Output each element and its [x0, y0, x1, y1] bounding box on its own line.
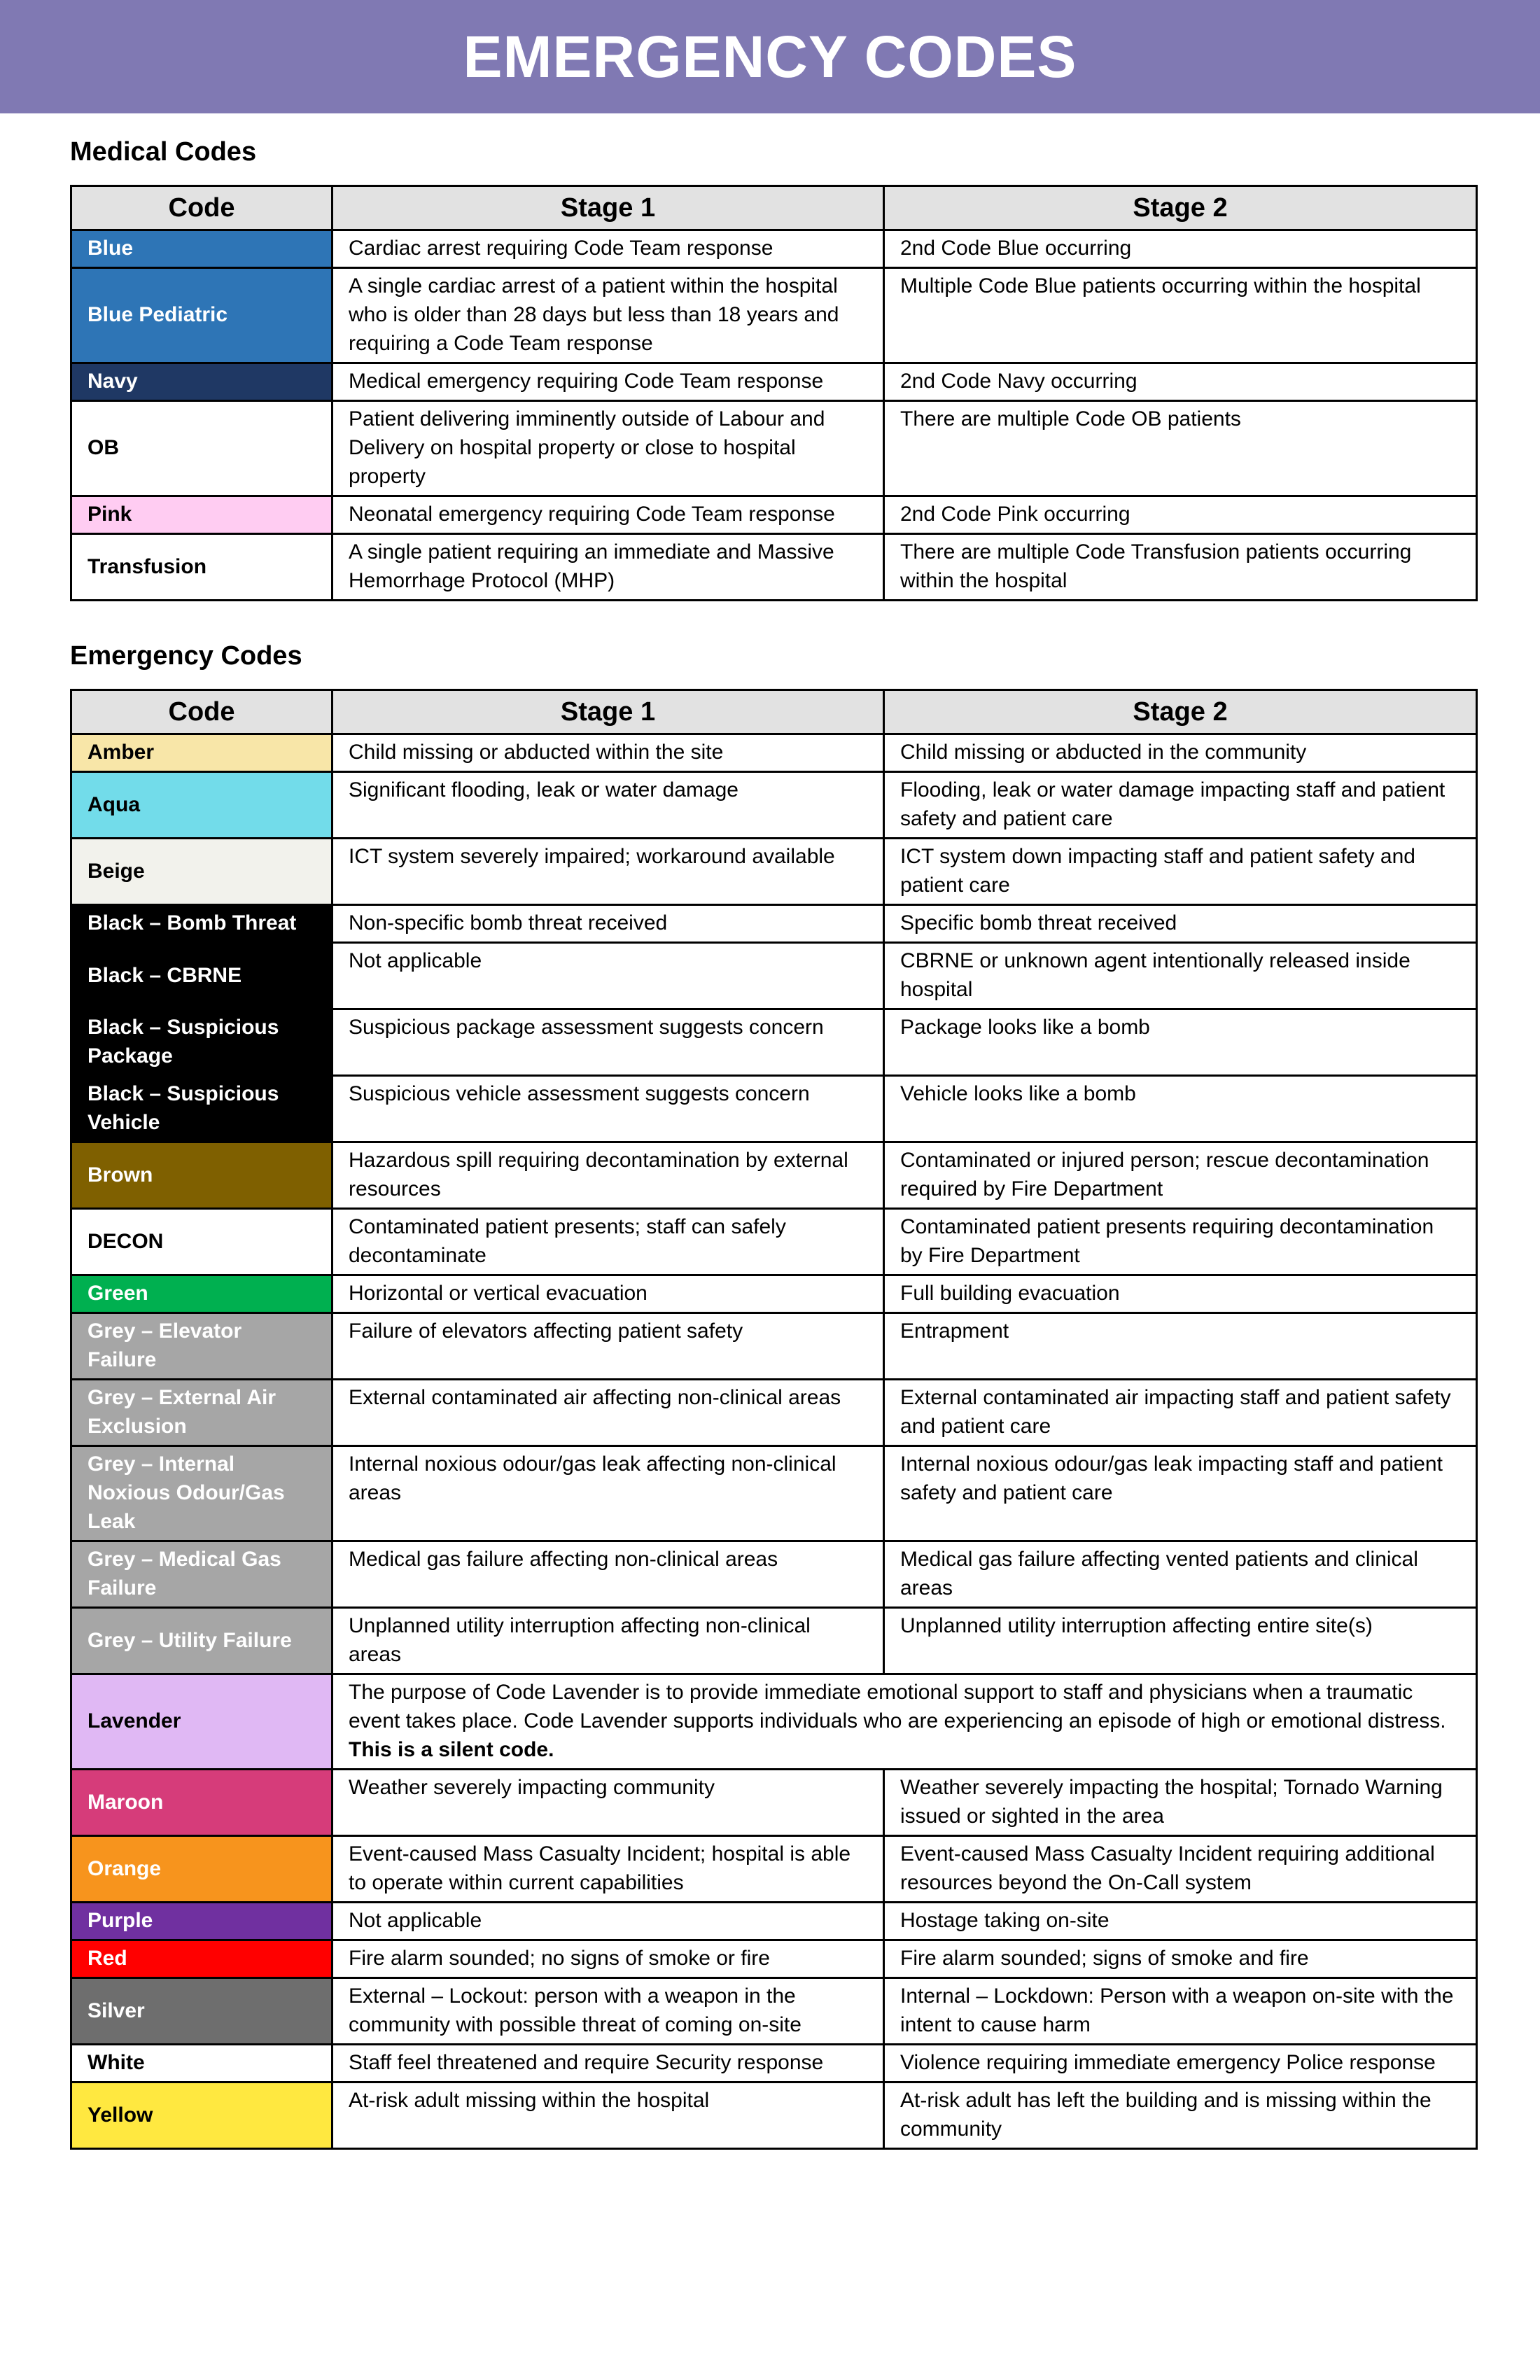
table-header-row — [71, 690, 1477, 734]
stage-1-cell: Contaminated patient presents; staff can safely decontaminate — [332, 1209, 884, 1275]
code-cell: Grey – Elevator Failure — [71, 1313, 332, 1380]
code-cell: Grey – Medical Gas Failure — [71, 1541, 332, 1608]
code-cell: Yellow — [71, 2082, 332, 2149]
code-cell: Blue — [71, 230, 332, 268]
stage-2-cell: Fire alarm sounded; signs of smoke and fire — [884, 1940, 1477, 1978]
stage-1-cell: Failure of elevators affecting patient safety — [332, 1313, 884, 1380]
stage-2-cell: Internal – Lockdown: Person with a weapon on-site with the intent to cause harm — [884, 1978, 1477, 2045]
stage-1-cell: Medical gas failure affecting non-clinical areas — [332, 1541, 884, 1608]
code-cell: Grey – External Air Exclusion — [71, 1380, 332, 1446]
table-row — [71, 839, 1477, 905]
stage-2-cell: Specific bomb threat received — [884, 905, 1477, 943]
stage-1-cell: A single patient requiring an immediate and Massive Hemorrhage Protocol (MHP) — [332, 534, 884, 601]
table-row — [71, 1142, 1477, 1209]
table-row — [71, 772, 1477, 839]
code-cell: Navy — [71, 363, 332, 401]
code-cell: Orange — [71, 1836, 332, 1903]
stage-2-cell: Medical gas failure affecting vented patients and clinical areas — [884, 1541, 1477, 1608]
code-cell: Aqua — [71, 772, 332, 839]
stage-2-cell: Contaminated patient presents requiring decontamination by Fire Department — [884, 1209, 1477, 1275]
emergency-codes-heading: Emergency Codes — [70, 641, 302, 671]
code-cell: Black – Bomb Threat — [71, 905, 332, 943]
stage-2-cell: CBRNE or unknown agent intentionally released inside hospital — [884, 943, 1477, 1009]
column-header-stage-1: Stage 1 — [332, 690, 884, 734]
table-row — [71, 2045, 1477, 2082]
code-cell: Purple — [71, 1903, 332, 1940]
table-row — [71, 268, 1477, 363]
stage-2-cell: Event-caused Mass Casualty Incident requiring additional resources beyond the On-Call system — [884, 1836, 1477, 1903]
table-row — [71, 1541, 1477, 1608]
table-row — [71, 1446, 1477, 1541]
table-row — [71, 1608, 1477, 1674]
stage-1-cell: Non-specific bomb threat received — [332, 905, 884, 943]
title-banner — [0, 0, 1540, 113]
table-row — [71, 2082, 1477, 2149]
stage-2-cell: Entrapment — [884, 1313, 1477, 1380]
stage-2-cell: Weather severely impacting the hospital; Tornado Warning issued or sighted in the area — [884, 1770, 1477, 1836]
table-row — [71, 1076, 1477, 1142]
code-cell: Amber — [71, 734, 332, 772]
code-cell: Blue Pediatric — [71, 268, 332, 363]
stage-2-cell: Unplanned utility interruption affecting entire site(s) — [884, 1608, 1477, 1674]
stage-1-cell: Fire alarm sounded; no signs of smoke or fire — [332, 1940, 884, 1978]
table-header-row — [71, 186, 1477, 230]
code-cell: Black – Suspicious Package — [71, 1009, 332, 1076]
stage-1-cell: Hazardous spill requiring decontamination by external resources — [332, 1142, 884, 1209]
stage-1-cell: A single cardiac arrest of a patient within the hospital who is older than 28 days but less than 18 years and requiring a Code Team response — [332, 268, 884, 363]
table-row — [71, 230, 1477, 268]
table-row — [71, 363, 1477, 401]
stage-1-cell: External – Lockout: person with a weapon in the community with possible threat of coming on-site — [332, 1978, 884, 2045]
stage-1-cell: Medical emergency requiring Code Team response — [332, 363, 884, 401]
table-row — [71, 1275, 1477, 1313]
stage-1-cell: Cardiac arrest requiring Code Team response — [332, 230, 884, 268]
table-row — [71, 401, 1477, 496]
stage-1-cell: Significant flooding, leak or water damage — [332, 772, 884, 839]
stage-description-text: The purpose of Code Lavender is to provide immediate emotional support to staff and physicians when a traumatic event takes place. Code Lavender supports individuals who are experiencing an episode of high or emotional distress. — [349, 1681, 1446, 1732]
code-cell: Lavender — [71, 1674, 332, 1770]
stage-2-cell: 2nd Code Blue occurring — [884, 230, 1477, 268]
code-cell: Black – CBRNE — [71, 943, 332, 1009]
stage-2-cell: Contaminated or injured person; rescue decontamination required by Fire Department — [884, 1142, 1477, 1209]
table-row — [71, 1940, 1477, 1978]
column-header-code: Code — [71, 690, 332, 734]
code-cell: Brown — [71, 1142, 332, 1209]
stage-2-cell: At-risk adult has left the building and is missing within the community — [884, 2082, 1477, 2149]
table-row — [71, 534, 1477, 601]
medical-codes-heading: Medical Codes — [70, 137, 257, 167]
stage-1-cell: Not applicable — [332, 943, 884, 1009]
stage-2-cell: Internal noxious odour/gas leak impacting staff and patient safety and patient care — [884, 1446, 1477, 1541]
stage-1-cell: Not applicable — [332, 1903, 884, 1940]
stage-2-cell: External contaminated air impacting staff and patient safety and patient care — [884, 1380, 1477, 1446]
code-cell: Beige — [71, 839, 332, 905]
stage-2-cell: 2nd Code Pink occurring — [884, 496, 1477, 534]
code-cell: Black – Suspicious Vehicle — [71, 1076, 332, 1142]
table-row — [71, 1978, 1477, 2045]
stage-2-cell: Hostage taking on-site — [884, 1903, 1477, 1940]
code-cell: White — [71, 2045, 332, 2082]
medical-codes-body — [71, 230, 1477, 601]
code-cell: Grey – Utility Failure — [71, 1608, 332, 1674]
stage-2-cell: Package looks like a bomb — [884, 1009, 1477, 1076]
stage-1-cell: Internal noxious odour/gas leak affecting non-clinical areas — [332, 1446, 884, 1541]
code-cell: Pink — [71, 496, 332, 534]
stage-2-cell: There are multiple Code Transfusion patients occurring within the hospital — [884, 534, 1477, 601]
stage-1-cell: At-risk adult missing within the hospital — [332, 2082, 884, 2149]
stage-description-cell — [332, 1674, 1477, 1770]
table-row — [71, 905, 1477, 943]
stage-2-cell: ICT system down impacting staff and patient safety and patient care — [884, 839, 1477, 905]
stage-1-cell: Staff feel threatened and require Security response — [332, 2045, 884, 2082]
stage-2-cell: Violence requiring immediate emergency Police response — [884, 2045, 1477, 2082]
stage-2-cell: Child missing or abducted in the community — [884, 734, 1477, 772]
table-row — [71, 1903, 1477, 1940]
stage-2-cell: Flooding, leak or water damage impacting staff and patient safety and patient care — [884, 772, 1477, 839]
table-row — [71, 496, 1477, 534]
stage-2-cell: Vehicle looks like a bomb — [884, 1076, 1477, 1142]
stage-1-cell: Horizontal or vertical evacuation — [332, 1275, 884, 1313]
stage-2-cell: Multiple Code Blue patients occurring within the hospital — [884, 268, 1477, 363]
table-row — [71, 1380, 1477, 1446]
code-cell: OB — [71, 401, 332, 496]
stage-1-cell: Patient delivering imminently outside of Labour and Delivery on hospital property or close to hospital property — [332, 401, 884, 496]
table-row — [71, 943, 1477, 1009]
table-row — [71, 1209, 1477, 1275]
table-row — [71, 1313, 1477, 1380]
code-cell: Silver — [71, 1978, 332, 2045]
code-cell: Grey – Internal Noxious Odour/Gas Leak — [71, 1446, 332, 1541]
stage-1-cell: ICT system severely impaired; workaround available — [332, 839, 884, 905]
emergency-codes-table — [70, 689, 1478, 2150]
column-header-stage-1: Stage 1 — [332, 186, 884, 230]
table-row — [71, 1009, 1477, 1076]
code-cell: Maroon — [71, 1770, 332, 1836]
column-header-stage-2: Stage 2 — [884, 690, 1477, 734]
page-title: EMERGENCY CODES — [463, 23, 1077, 90]
medical-codes-table — [70, 185, 1478, 601]
stage-2-cell: 2nd Code Navy occurring — [884, 363, 1477, 401]
stage-1-cell: Event-caused Mass Casualty Incident; hospital is able to operate within current capabilities — [332, 1836, 884, 1903]
stage-1-cell: Suspicious vehicle assessment suggests concern — [332, 1076, 884, 1142]
stage-1-cell: External contaminated air affecting non-clinical areas — [332, 1380, 884, 1446]
column-header-stage-2: Stage 2 — [884, 186, 1477, 230]
code-cell: Transfusion — [71, 534, 332, 601]
table-row — [71, 1770, 1477, 1836]
emergency-codes-body — [71, 734, 1477, 2149]
table-row — [71, 1674, 1477, 1770]
stage-1-cell: Neonatal emergency requiring Code Team response — [332, 496, 884, 534]
stage-1-cell: Child missing or abducted within the site — [332, 734, 884, 772]
code-cell: Green — [71, 1275, 332, 1313]
code-cell: Red — [71, 1940, 332, 1978]
code-cell: DECON — [71, 1209, 332, 1275]
stage-1-cell: Unplanned utility interruption affecting non-clinical areas — [332, 1608, 884, 1674]
silent-code-note: This is a silent code. — [349, 1738, 554, 1761]
table-row — [71, 1836, 1477, 1903]
stage-1-cell: Weather severely impacting community — [332, 1770, 884, 1836]
table-row — [71, 734, 1477, 772]
stage-2-cell: There are multiple Code OB patients — [884, 401, 1477, 496]
stage-1-cell: Suspicious package assessment suggests concern — [332, 1009, 884, 1076]
stage-2-cell: Full building evacuation — [884, 1275, 1477, 1313]
column-header-code: Code — [71, 186, 332, 230]
